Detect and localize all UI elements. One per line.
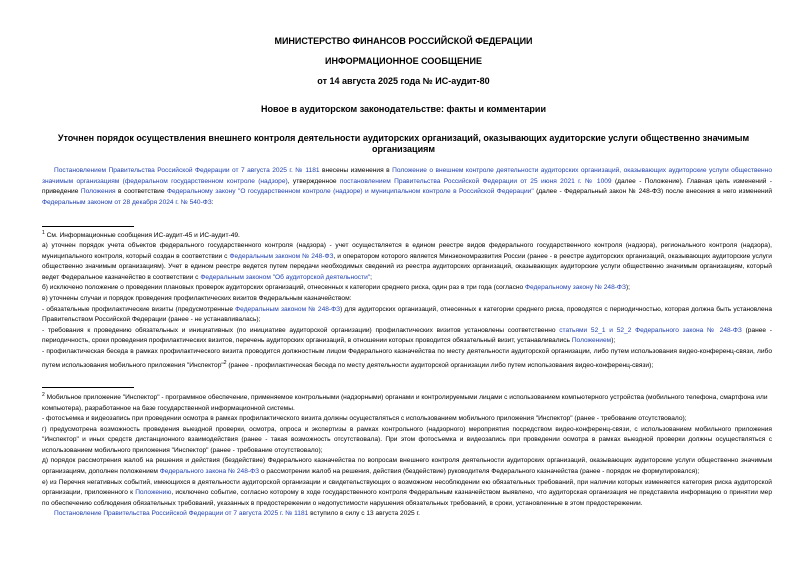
document-type: ИНФОРМАЦИОННОЕ СООБЩЕНИЕ <box>325 56 482 66</box>
item-d-text-1: д) порядок рассмотрения жалоб на решения и действия (бездействие) Федерального казначейства по вопросам внешнего контроля деятельности аудиторских организаций, оказывающих аудиторские услуги общественно значимым организациям, дополнен положением <box>42 457 772 475</box>
item-e-text-2: , исключено событие, согласно которому в ходе государственного контроля Федеральным казначейством выявлено, что аудиторская организация не представила информацию о принятии мер по обеспечению соблюдения обязательных требований, указанных в предостережении о недопустимости нарушения обязательных требований, в сроки, установленные в этом предостережении. <box>42 489 772 507</box>
ministry-title: МИНИСТЕРСТВО ФИНАНСОВ РОССИЙСКОЙ ФЕДЕРАЦИИ <box>274 36 533 46</box>
intro-text-6: : <box>211 198 214 206</box>
link-audit-law[interactable]: Федеральным законом "Об аудиторской деятельности" <box>200 273 371 281</box>
link-law-540[interactable]: Федеральным законом от 28 декабря 2024 г. № 540-ФЗ <box>42 198 212 206</box>
link-law-248-b[interactable]: Федеральному закону № 248-ФЗ <box>525 284 626 292</box>
item-a <box>42 241 772 283</box>
item-c3-text-1: - профилактическая беседа в рамках профилактического визита проводится должностным лицом Федерального казначейства по месту деятельности аудиторской организации, либо путем использования видео-конференц-связи, либо путем использования мобильного приложения "Инспектор" <box>42 347 772 369</box>
link-law-248-a[interactable]: Федеральным законом № 248-ФЗ <box>229 252 334 260</box>
item-a-text-3: ; <box>370 273 372 281</box>
link-regulation[interactable]: Положение о внешнем контроле деятельности аудиторских организаций, оказывающих аудиторские услуги общественно значимым организациям (федеральном государственном контроле (надзоре) <box>42 167 772 185</box>
closing-text: вступило в силу с 13 августа 2025 г. <box>308 510 420 518</box>
item-c3 <box>42 347 772 371</box>
item-a-text-1: а) уточнен порядок учета объектов федерального государственного контроля (надзора) - учет осуществляется в едином реестре видов федерального государственного контроля (надзора), регионального контроля (надзора), муниципального контроля, который создан в соответствии с <box>42 242 772 260</box>
document-date: от 14 августа 2025 года № ИС-аудит-80 <box>317 76 490 86</box>
link-law-248-c1[interactable]: Федеральным законом № 248-ФЗ <box>235 305 341 313</box>
item-b-text-1: б) исключено положение о проведении плановых проверок аудиторских организаций, отнесенных к категории среднего риска, один раз в три года (согласно <box>42 284 526 292</box>
items-block-1 <box>42 241 772 371</box>
topic-heading: Уточнен порядок осуществления внешнего контроля деятельности аудиторских организаций, оказывающих аудиторские услуги общественно значимым организациям <box>57 133 750 154</box>
item-c1 <box>42 305 772 326</box>
footnote-1-mark: 1 <box>42 230 45 236</box>
item-b <box>42 283 772 294</box>
intro-text-2: , утвержденное <box>287 177 340 185</box>
footnote-divider-1 <box>42 226 134 227</box>
item-c3-text-2: (ранее - профилактическая беседа по месту деятельности аудиторской организации либо путем использования видео-конференц-связи); <box>226 361 654 369</box>
item-a-text-2: , и оператором которого является Минэкономразвития России (ранее - в реестре аудиторских организаций, оказывающих аудиторские услуги общественно значимым организациям). Учет в едином реестре ведется путем передачи необходимых сведений из реестра аудиторских организаций, оказывающих аудиторские услуги общественно значимым организациям, который ведет Федеральное казначейство в соответствии с <box>42 252 772 281</box>
link-law-248[interactable]: Федеральному закону "О государственном контроле (надзоре) и муниципальном контроле в Российской Федерации" <box>166 188 534 196</box>
link-resolution-1181[interactable]: Постановлением Правительства Российской Федерации от 7 августа 2025 г. № 1181 <box>54 167 320 174</box>
closing-paragraph <box>42 509 772 520</box>
link-resolution-1181-closing[interactable]: Постановление Правительства Российской Федерации от 7 августа 2025 г. № 1181 <box>54 510 309 518</box>
footnote-divider-2 <box>42 387 134 388</box>
item-d-text-2: о рассмотрении жалоб на решения, действия (бездействие) руководителя Федерального казначейства (ранее - порядок не формулировался); <box>259 467 700 475</box>
footnote-2-mark: 2 <box>42 392 45 398</box>
intro-text-5: (далее - Федеральный закон № 248-ФЗ) после внесения в него изменений <box>533 188 773 196</box>
item-e <box>42 478 772 510</box>
footnote-2 <box>42 390 772 414</box>
item-d <box>42 456 772 477</box>
item-c2-text-3: ); <box>611 337 616 345</box>
footnote-1 <box>42 228 772 242</box>
footnote-2-ref[interactable]: 2 <box>223 359 227 366</box>
link-regulation-e[interactable]: Положению <box>135 489 172 497</box>
link-law-248-d[interactable]: Федерального закона № 248-ФЗ <box>159 467 260 475</box>
item-c4: - фотосъемка и видеозапись при проведении осмотра в рамках профилактического визита должны осуществляться с использованием мобильного приложения "Инспектор" (ранее - требование отсутствовало); <box>42 415 687 422</box>
link-regulation-2[interactable]: Положения <box>80 188 116 196</box>
item-c2-text-2: (ранее - периодичность, сроки проведения профилактических визитов, перечень аудиторских организаций, в отношении которых проводится обязательный визит, устанавливались <box>42 326 772 345</box>
link-articles-52[interactable]: статьями 52_1 и 52_2 Федерального закона № 248-ФЗ <box>559 326 742 334</box>
item-c: в) уточнены случаи и порядок проведения профилактических визитов Федеральным казначейством: <box>42 294 352 302</box>
item-c2 <box>42 326 772 347</box>
intro-paragraph <box>42 166 772 208</box>
item-c1-text-1: - обязательные профилактические визиты (предусмотренные <box>42 305 236 313</box>
link-regulation-c2[interactable]: Положением <box>571 337 612 345</box>
subtitle: Новое в аудиторском законодательстве: факты и комментарии <box>261 104 546 114</box>
item-c1-text-2: ) для аудиторских организаций, отнесенных к категории среднего риска, проводятся с периодичностью, которая должна быть установлена Правительством Российской Федерации (ранее - не устанавливалась); <box>42 305 772 324</box>
intro-text-4: в соответствие <box>115 188 167 196</box>
item-b-text-2: ); <box>625 284 630 292</box>
item-e-text-1: е) из Перечня негативных событий, имеющихся в деятельности аудиторской организации и свидетельствующих о возможном несоблюдении ею обязательных требований, при наличии которых изменяется категория риска аудиторской организации, приложенного к <box>42 478 772 497</box>
footnote-1-text: См. Информационные сообщения ИС-аудит-45 и ИС-аудит-49. <box>44 232 240 240</box>
link-resolution-1009[interactable]: постановлением Правительства Российской Федерации от 25 июня 2021 г. № 1009 <box>339 177 612 185</box>
items-block-2 <box>42 414 772 520</box>
intro-text-3: (далее - Положение). Главная цель изменений - приведение <box>42 177 772 196</box>
item-c2-text-1: - требования к проведению обязательных и инициативных (по инициативе аудиторской организации) профилактических визитов установлены соответственно <box>42 326 560 334</box>
footnote-2-text: Мобильное приложение "Инспектор" - программное обеспечение, применяемое контрольными (надзорными) органами и контролируемыми лицами с использованием компьютерного устройства (мобильного телефона, смартфона или компьютера), разработанное на базе государственной информационной системы. <box>42 394 768 412</box>
item-g: г) предусмотрена возможность проведения выездной проверки, осмотра, опроса и экспертизы в рамках контрольного (надзорного) мероприятия посредством видео-конференц-связи, с использованием мобильного приложения "Инспектор" и иных средств дистанционного взаимодействия (ранее - такая возможность отсутствовала). При этом фотосъемка и видеозапись при проведении осмотра в рамках выездной проверки должны осуществляться с использованием мобильного приложения "Инспектор" (ранее - требование отсутствовало); <box>42 425 772 454</box>
intro-text-1: внесены изменения в <box>319 167 393 174</box>
